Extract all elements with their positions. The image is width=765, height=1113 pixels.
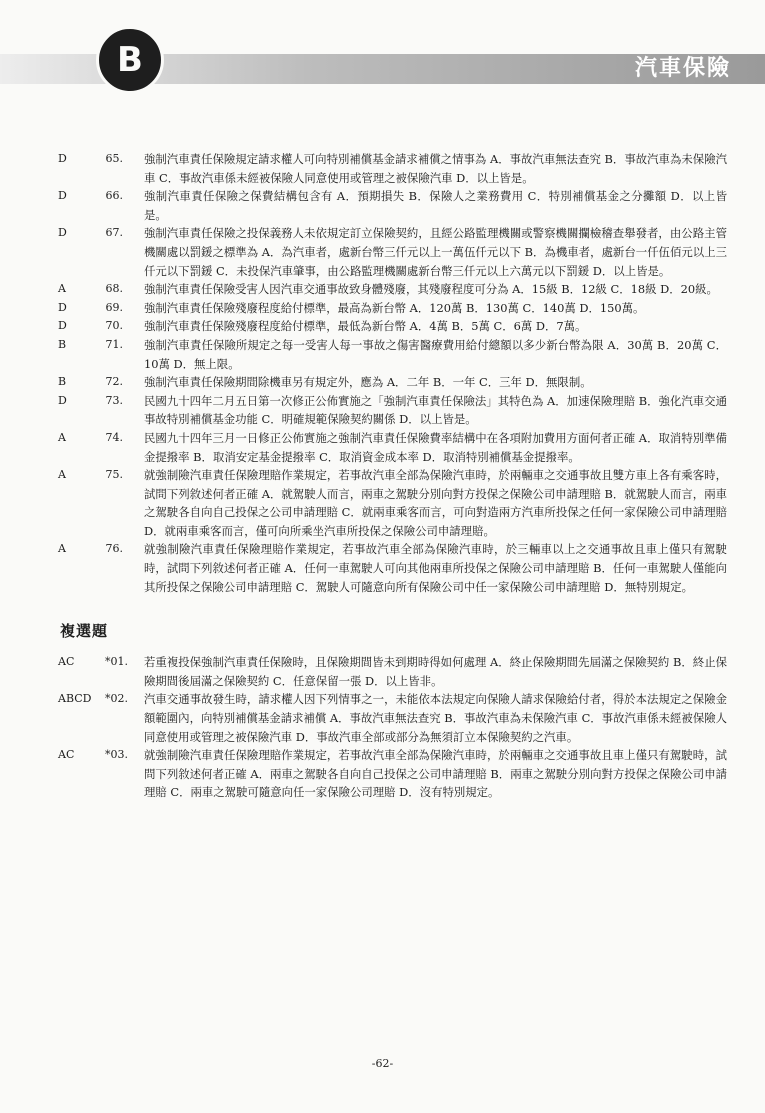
answer-key: AC [58,748,75,762]
answer-key: B [58,337,67,351]
answer-key: A [58,282,66,296]
question-item [0,392,765,429]
question-item [0,336,765,373]
question-item [0,540,765,596]
answer-key: B [58,375,67,389]
question-text: 強制汽車責任保險期間除機車另有規定外，應為 A．二年 B．一年 C．三年 D．無限制。 [144,375,592,390]
question-item [0,317,765,336]
question-number: *03. [105,748,128,762]
answer-key: D [58,300,67,314]
question-number: 71. [105,337,123,351]
publisher-logo [96,26,164,94]
question-number: 68. [105,282,123,296]
question-text: 若重複投保強制汽車責任保險時，且保險期間皆未到期時得如何處理 A．終止保險期間先屆滿之保險契約 B．終止保險期間後屆滿之保險契約 C．任意保留一張 D．以上皆非。 [144,655,727,688]
question-item [0,150,765,187]
question-number: 72. [105,375,123,389]
question-number: *02. [105,692,128,706]
answer-key: D [58,226,67,240]
question-number: 75. [105,468,123,482]
question-text: 強制汽車責任保險殘廢程度給付標準，最低為新台幣 A．4萬 B．5萬 C．6萬 D．7萬。 [144,319,587,334]
question-text: 強制汽車責任保險殘廢程度給付標準，最高為新台幣 A．120萬 B．130萬 C．140萬 D．150萬。 [144,300,645,315]
answer-key: D [58,393,67,407]
logo-glyph: B [117,40,143,80]
multiple-choice-list [0,653,765,802]
question-item [0,280,765,299]
question-text: 民國九十四年三月一日修正公佈實施之強制汽車責任保險費率結構中在各項附加費用方面何者正確 A．取消特別準備金提撥率 B．取消安定基金提撥率 C．取消資金成本率 D．取消特別補償基金提撥率。 [144,430,727,464]
answer-key: AC [58,655,75,669]
question-number: 67. [105,226,123,240]
answer-key: D [58,189,67,203]
question-number: 70. [105,319,123,333]
question-number: 69. [105,300,123,314]
question-item [0,224,765,280]
question-item [0,746,765,802]
question-number: 76. [105,542,123,556]
question-text: 就強制險汽車責任保險理賠作業規定，若事故汽車全部為保險汽車時，於兩輛車之交通事故且車上僅只有駕駛時，試問下列敘述何者正確 A．兩車之駕駛各自向自己投保之公司申請理賠 B．兩車之駕駛分別向對方投保之保險公司申請理賠 C．兩車之駕駛可隨意向任一家保險公司理賠 D．沒有特別規定。 [144,748,727,800]
question-item [0,690,765,746]
question-number: 73. [105,393,123,407]
question-text: 就強制險汽車責任保險理賠作業規定，若事故汽車全部為保險汽車時，於三輛車以上之交通事故且車上僅只有駕駛時，試問下列敘述何者正確 A．任何一車駕駛人可向其他兩車所投保之保險公司申請理賠 B．任何一車駕駛人僅能向其所投保之保險公司申請理賠 C．駕駛人可隨意向所有保險公司中任一家保險公司申請理賠 D．無特別規定。 [144,542,727,594]
answer-key: A [58,430,66,444]
answer-key: A [58,468,66,482]
answer-key: D [58,319,67,333]
question-item [0,429,765,466]
section-title-multiple-choice: 複選題 [60,622,109,641]
question-text: 強制汽車責任保險受害人因汽車交通事故致身體殘廢，其殘廢程度可分為 A．15級 B．12級 C．18級 D．20級。 [144,282,718,297]
question-item [0,466,765,540]
question-text: 就強制險汽車責任保險理賠作業規定，若事故汽車全部為保險汽車時，於兩輛車之交通事故且雙方車上各有乘客時，試問下列敘述何者正確 A．就駕駛人而言，兩車之駕駛分別向對方投保之保險公司申請理賠 B．就駕駛人而言，兩車之駕駛各自向自己投保之公司申請理賠 C．就兩車乘客而言，可向對造兩方汽車所投保之任何一家保險公司申請理賠 D．就兩車乘客而言，僅可向所乘坐汽車所投保之保險公司申請理賠。 [144,468,727,538]
question-text: 強制汽車責任保險所規定之每一受害人每一事故之傷害醫療費用給付總額以多少新台幣為限 A．30萬 B．20萬 C．10萬 D．無上限。 [144,337,727,371]
question-number: 66. [105,189,123,203]
question-text: 強制汽車責任保險之投保義務人未依規定訂立保險契約，且經公路監理機關或警察機關攔檢稽查舉發者，由公路主管機關處以罰鍰之標準為 A．為汽車者，處新台幣三仟元以上一萬伍仟元以下 B．為機車者，處新台一仟伍佰元以上三仟元以下罰鍰 C．未投保汽車肇事，由公路監理機關處新台幣三仟元以上六萬元以下罰鍰 D．以上皆是。 [144,226,727,278]
question-item [0,187,765,224]
answer-key: ABCD [58,692,92,706]
question-text: 民國九十四年二月五日第一次修正公佈實施之「強制汽車責任保險法」其特色為 A．加速保險理賠 B．強化汽車交通事故特別補償基金功能 C．明確規範保險契約關係 D．以上皆是。 [144,393,727,427]
question-text: 強制汽車責任保險之保費結構包含有 A．預期損失 B．保險人之業務費用 C．特別補償基金之分攤額 D．以上皆是。 [144,189,727,222]
question-number: *01. [105,655,128,669]
question-item [0,373,765,392]
question-list [0,150,765,802]
answer-key: A [58,542,66,556]
question-number: 74. [105,430,123,444]
question-number: 65. [105,152,123,165]
answer-key: D [58,152,67,165]
question-item [0,299,765,318]
question-item [0,653,765,690]
question-text: 強制汽車責任保險規定請求權人可向特別補償基金請求補償之情事為 A．事故汽車無法查究 B．事故汽車為未保險汽車 C．事故汽車係未經被保險人同意使用或管理之被保險汽車 D．以上皆是。 [144,152,727,185]
page-number: -62- [371,1057,394,1070]
chapter-title: 汽車保險 [634,56,731,81]
single-choice-list [0,150,765,596]
question-text: 汽車交通事故發生時，請求權人因下列情事之一，未能依本法規定向保險人請求保險給付者，得於本法規定之保險金額範圍內，向特別補償基金請求補償 A．事故汽車無法查究 B．事故汽車為未保險汽車 C．事故汽車係未經被保險人同意使用或管理之被保險汽車 D．事故汽車全部或部分為無須訂立本保險契約之汽車。 [144,692,727,744]
